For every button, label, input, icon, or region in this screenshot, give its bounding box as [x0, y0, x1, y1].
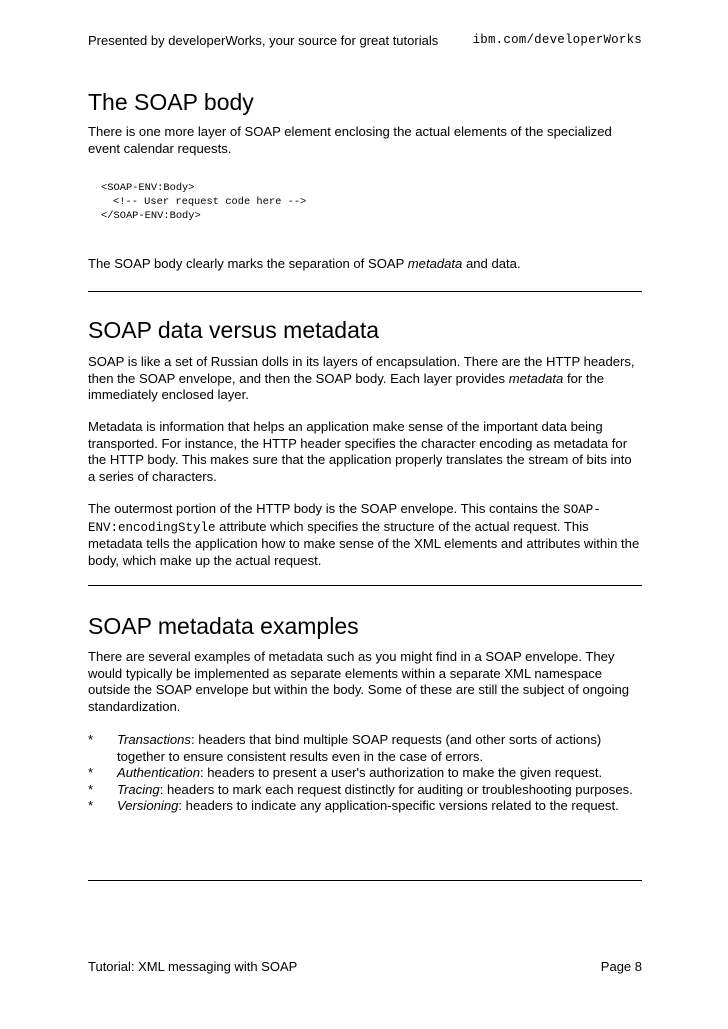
code-line: <!-- User request code here --> — [113, 196, 307, 209]
list-item-text: : headers to indicate any application-specific versions related to the request. — [178, 798, 619, 814]
paragraph — [88, 256, 642, 273]
list-item-term: Transactions — [117, 732, 191, 747]
footer-title: Tutorial: XML messaging with SOAP — [88, 959, 298, 974]
paragraph — [88, 501, 642, 569]
section-divider — [88, 291, 642, 292]
bullet-marker: * — [88, 798, 94, 814]
text-run: for the immediately enclosed layer. — [88, 370, 605, 403]
section-soap-body — [88, 88, 642, 116]
list-item-term: Versioning — [117, 798, 179, 814]
list-item-text: : headers that bind multiple SOAP requests (and other sorts of actions) together to ensure consistent results even in the case of errors. — [117, 732, 602, 764]
bullet-list — [88, 732, 642, 815]
list-item — [88, 765, 642, 782]
section-paragraph — [88, 501, 642, 569]
emphasis-text: metadata — [407, 256, 463, 271]
paragraph: There are several examples of metadata such as you might find in a SOAP envelope. They would typically be implemented as separate elements within a separate XML namespace outside the SOAP envelope but within the body. Some of these are still the subject of ongoing standardization. — [88, 649, 630, 714]
text-run: The outermost portion of the HTTP body is the SOAP envelope. This contains the — [88, 501, 564, 516]
paragraph — [88, 354, 642, 404]
section-divider — [88, 585, 642, 586]
text-run: SOAP is like a set of Russian dolls in its layers of encapsulation. There are the HTTP headers, then the SOAP envelope, and then the SOAP body. Each layer provides — [88, 354, 635, 386]
section-paragraph — [88, 256, 642, 273]
emphasis-text: metadata — [508, 370, 564, 386]
list-item-term: Tracing — [117, 781, 160, 797]
page-header — [88, 33, 642, 53]
list-item-term: Authentication — [117, 765, 200, 781]
text-run: The SOAP body clearly marks the separation of SOAP — [88, 256, 408, 271]
code-line: </SOAP-ENV:Body> — [101, 210, 201, 223]
section-title: SOAP metadata examples — [88, 613, 359, 639]
bullet-marker: * — [88, 781, 94, 797]
section-title: The SOAP body — [88, 89, 254, 115]
list-item-text: : headers to present a user's authorization to make the given request. — [200, 765, 603, 781]
section-divider — [88, 880, 642, 881]
text-run: and data. — [462, 256, 521, 271]
text-run: attribute which specifies the structure of the actual request. This metadata tells the application how to make sense of the XML elements and attributes within the body, which make up the actual request. — [88, 518, 640, 568]
list-item — [88, 798, 642, 815]
section-data-vs-metadata — [88, 316, 642, 344]
paragraph: There is one more layer of SOAP element enclosing the actual elements of the specialized event calendar requests. — [88, 124, 612, 156]
section-metadata-examples — [88, 612, 642, 640]
bullet-marker: * — [88, 732, 94, 747]
section-title: SOAP data versus metadata — [88, 317, 380, 343]
list-item-text: : headers to mark each request distinctly for auditing or troubleshooting purposes. — [159, 781, 633, 797]
section-paragraph — [88, 354, 642, 404]
code-block — [101, 181, 655, 224]
page-number: Page 8 — [600, 959, 642, 974]
list-item — [88, 782, 642, 799]
page-footer — [88, 959, 642, 974]
list-item — [88, 732, 642, 765]
header-left-text: Presented by developerWorks, your source for great tutorials — [88, 33, 439, 48]
code-line: <SOAP-ENV:Body> — [101, 182, 195, 194]
inline-code: SOAP-ENV:encodingStyle — [88, 503, 601, 535]
paragraph: Metadata is information that helps an application make sense of the important data being transported. For instance, the HTTP header specifies the character encoding as metadata for the HTTP body. This makes sure that the application properly translates the stream of bits into a series of characters. — [88, 419, 632, 484]
section-paragraph — [88, 649, 642, 715]
bullet-marker: * — [88, 765, 94, 781]
section-paragraph — [88, 419, 642, 485]
section-paragraph — [88, 124, 642, 157]
header-site-link[interactable]: ibm.com/developerWorks — [472, 33, 642, 47]
